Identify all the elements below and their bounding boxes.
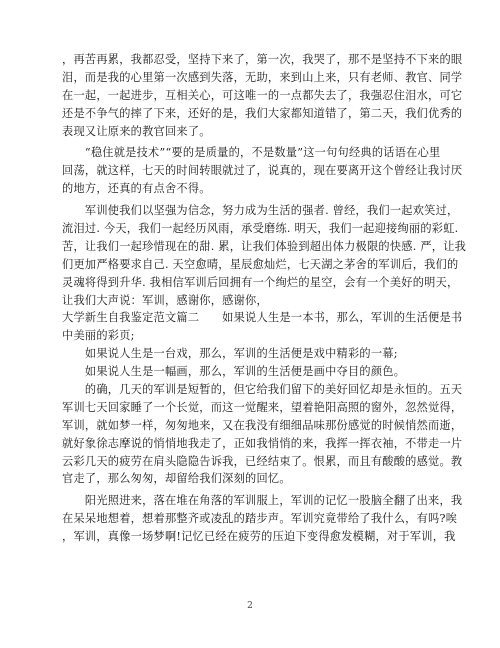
text-line: 灵魂将得到升华. 我相信军训后回拥有一个绚烂的星空，会有一个美好的明天， [62,275,459,289]
text-line: 流泪过. 今天，我们一起经历风雨，承受磨练. 明天，我们一起迎接绚丽的彩虹. [62,222,459,236]
section-heading-line: 大学新生自我鉴定范文篇二 如果说人生是一本书，那么，军训的生活便是书 [62,311,463,325]
text-line: ，军训，真像一场梦啊!记忆已经在疲劳的压迫下变得愈发模糊，对于军训，我 [62,530,456,544]
text-line: 回荡，就这样，七天的时间转眼就过了，说真的，现在要离开这个曾经让我讨厌 [62,164,463,178]
text-line: 的地方，还真的有点舍不得。 [62,182,211,196]
text-line: 官走了，那么匆匆，却留给我们深刻的回忆。 [62,472,291,486]
text-line: 还是不争气的摔了下来，还好的是，我们大家都知道错了，第二天，我们优秀的 [62,106,463,120]
text-line: 军训使我们以坚强为信念，努力成为生活的强者. 曾经，我们一起欢笑过， [62,204,459,218]
text-line: 如果说人生是一台戏，那么，军训的生活便是戏中精彩的一幕; [62,347,398,361]
text-line: 如果说人生是一幅画，那么，军训的生活便是画中夺目的颜色。 [62,365,406,379]
body-text [62,51,467,546]
text-line: 苦，让我们一起珍惜现在的甜. 累，让我们体验到超出体力极限的快感. 严，让我 [62,239,467,253]
text-line: 军训七天回家睡了一个长觉，而这一觉醒来，望着艳阳高照的窗外，忽然觉得， [62,400,463,414]
page-number: 2 [247,601,253,611]
text-line: 云彩几天的疲劳在肩头隐隐告诉我，已经结束了。恨累，而且有酸酸的感觉。教 [62,454,463,468]
text-line: 军训，就如梦一样，匆匆地来，又在我没有细细品味那份感觉的时候悄然而逝， [62,418,463,432]
text-line: 阳光照进来，落在堆在角落的军训服上，军训的记忆一股脑全翻了出来，我 [62,494,463,508]
text-line: 表现又让原来的教官回来了。 [62,124,211,138]
text-line: 的确，几天的军训是短暂的，但它给我们留下的美好回忆却是永恒的。五天 [62,383,463,397]
text-line: 就好象徐志摩说的悄悄地我走了，正如我悄悄的来，我挥一挥衣袖，不带走一片 [62,436,463,450]
text-line: 在呆呆地想着，想着那整齐或凌乱的踏步声。军训究竟带给了我什么，有吗?唉 [62,512,458,526]
text-line: 在一起，一起进步，互相关心，可这唯一的一点都失去了，我强忍住泪水，可它 [62,88,463,102]
text-line: ，再苦再累，我都忍受，坚持下来了，第一次，我哭了，那不是坚持不下来的眼 [62,53,463,66]
text-line: 中美丽的彩页; [62,329,135,343]
text-line: 泪，而是我的心里第一次感到失落，无助，来到山上来，只有老师、教官、同学 [62,70,463,84]
text-line: 让我们大声说：军训，感谢你，感谢你， [62,293,268,307]
text-line: “稳住就是技术”“要的是质量的，不是数量”这一句句经典的话语在心里 [62,146,441,160]
text-line: 们更加严格要求自己. 天空愈晴，星辰愈灿烂，七天湖之茅舍的军训后，我们的 [62,257,459,271]
